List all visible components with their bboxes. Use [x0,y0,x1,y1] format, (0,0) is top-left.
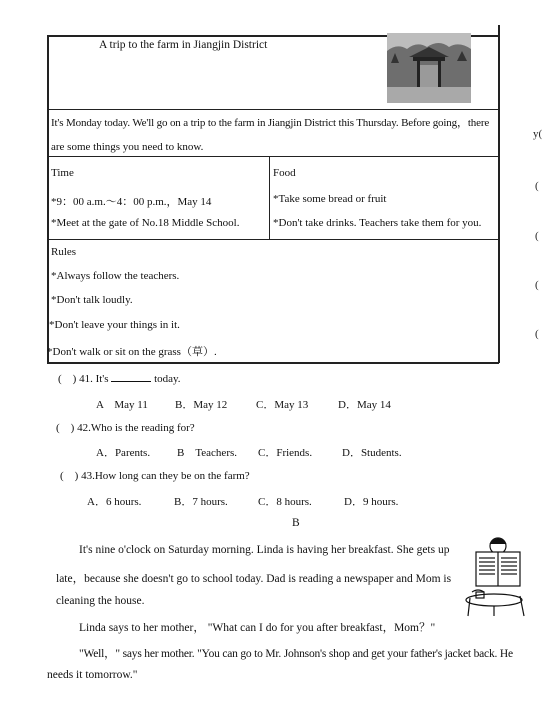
option-c[interactable]: C．8 hours. [258,496,312,508]
option-a[interactable]: A May 11 [96,399,148,411]
section-b-label: B [292,517,300,529]
cutoff-char: y( [533,128,542,140]
intro-line-1: It's Monday today. We'll go on a trip to the farm in Jiangjin District this Thursday. Before going，there [51,117,490,129]
time-heading: Time [51,167,74,179]
divider-title [47,109,499,110]
rule-item: *Always follow the teachers. [51,270,180,282]
option-b[interactable]: B Teachers. [177,447,238,459]
option-a[interactable]: A．6 hours. [87,496,142,508]
time-item-2: *Meet at the gate of No.18 Middle School. [51,217,240,229]
rules-heading: Rules [51,246,77,258]
cutoff-char: ( [535,279,539,291]
answer-blank[interactable] [111,372,151,382]
man-reading-newspaper-illustration [458,534,530,618]
rule-item: *Don't talk loudly. [51,294,133,306]
option-d[interactable]: D．Students. [342,447,402,459]
farm-gate-photo [387,33,471,103]
cutoff-char: ( [535,328,539,340]
option-b[interactable]: B．May 12 [175,399,228,411]
divider-rules [47,239,499,240]
option-b[interactable]: B．7 hours. [174,496,228,508]
cutoff-char: ( [535,180,539,192]
notice-border-left [47,35,49,363]
rule-item: *Don't leave your things in it. [49,319,180,331]
notice-box [47,25,499,363]
question-43-stem: ( ) 43.How long can they be on the farm? [60,470,250,482]
question-42-stem: ( ) 42.Who is the reading for? [56,422,195,434]
passage-line: "Well，" says her mother. "You can go to Mr. Johnson's shop and get your father's jacket back. He [79,648,513,660]
cutoff-char: ( [535,230,539,242]
option-d[interactable]: D．May 14 [338,399,391,411]
passage-line: needs it tomorrow." [47,669,138,681]
passage-line: late，because she doesn't go to school today. Dad is reading a newspaper and Mom is [56,573,452,585]
notice-border-bottom [47,362,499,364]
question-41-stem-end: today. [154,373,181,385]
option-d[interactable]: D．9 hours. [344,496,399,508]
divider-intro [47,156,499,157]
passage-line: Linda says to her mother， "What can I do for you after breakfast，Mom？" [79,622,436,634]
passage-line: It's nine o'clock on Saturday morning. Linda is having her breakfast. She gets up [79,544,450,556]
food-heading: Food [273,167,296,179]
notice-title: A trip to the farm in Jiangjin District [99,39,268,51]
food-item-1: *Take some bread or fruit [273,193,387,205]
time-item-1: *9：00 a.m.～4：00 p.m.，May 14 [51,196,212,208]
rule-item: *Don't walk or sit on the grass（草）. [47,346,217,358]
intro-line-2: are some things you need to know. [51,141,204,153]
option-c[interactable]: C．Friends. [258,447,313,459]
option-a[interactable]: A．Parents. [96,447,151,459]
notice-border-right [498,25,500,363]
food-item-2: *Don't take drinks. Teachers take them for you. [273,217,482,229]
question-41 [58,370,181,386]
passage-line: cleaning the house. [56,595,145,607]
divider-columns [269,156,270,240]
option-c[interactable]: C．May 13 [256,399,309,411]
question-41-stem: ( ) 41. It's [58,373,109,385]
